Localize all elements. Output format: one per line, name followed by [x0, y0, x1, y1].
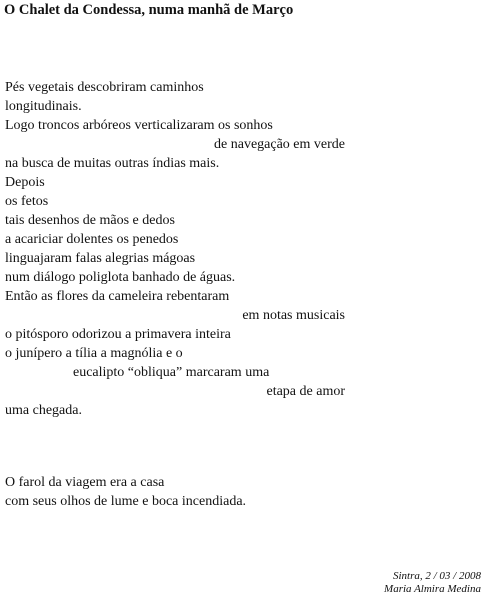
poem-line: tais desenhos de mãos e dedos: [5, 213, 175, 228]
poem-line: Então as flores da cameleira rebentaram: [5, 289, 230, 304]
signature-block: [384, 570, 481, 596]
poem-line: etapa de amor: [266, 384, 345, 399]
poem-line: a acariciar dolentes os penedos: [5, 232, 179, 247]
poem-line: O farol da viagem era a casa: [5, 475, 165, 490]
poem-line: na busca de muitas outras índias mais.: [5, 156, 220, 171]
stanza-1: [5, 78, 345, 420]
stanza-2: [5, 473, 345, 511]
poem-line: de navegação em verde: [214, 137, 345, 152]
poem-line: num diálogo poliglota banhado de águas.: [5, 270, 236, 285]
poem-line: o junípero a tília a magnólia e o: [5, 346, 183, 361]
poem-line: linguajaram falas alegrias mágoas: [5, 251, 196, 266]
poem-line: uma chegada.: [5, 403, 82, 418]
poem-line: Logo troncos arbóreos verticalizaram os sonhos: [5, 118, 273, 133]
poem-title: O Chalet da Condessa, numa manhã de Março: [4, 2, 294, 18]
poem-line: Depois: [5, 175, 45, 190]
poem-line: o pitósporo odorizou a primavera inteira: [5, 327, 231, 342]
poem-line: longitudinais.: [5, 99, 82, 114]
poem-line: em notas musicais: [242, 308, 345, 323]
poem-line: Pés vegetais descobriram caminhos: [5, 80, 204, 95]
author-name: Maria Almira Medina: [384, 583, 481, 595]
place-date: Sintra, 2 / 03 / 2008: [392, 570, 481, 582]
poem-line: eucalipto “obliqua” marcaram uma: [73, 365, 270, 380]
poem-line: os fetos: [5, 194, 49, 209]
poem-line: com seus olhos de lume e boca incendiada.: [5, 494, 247, 509]
